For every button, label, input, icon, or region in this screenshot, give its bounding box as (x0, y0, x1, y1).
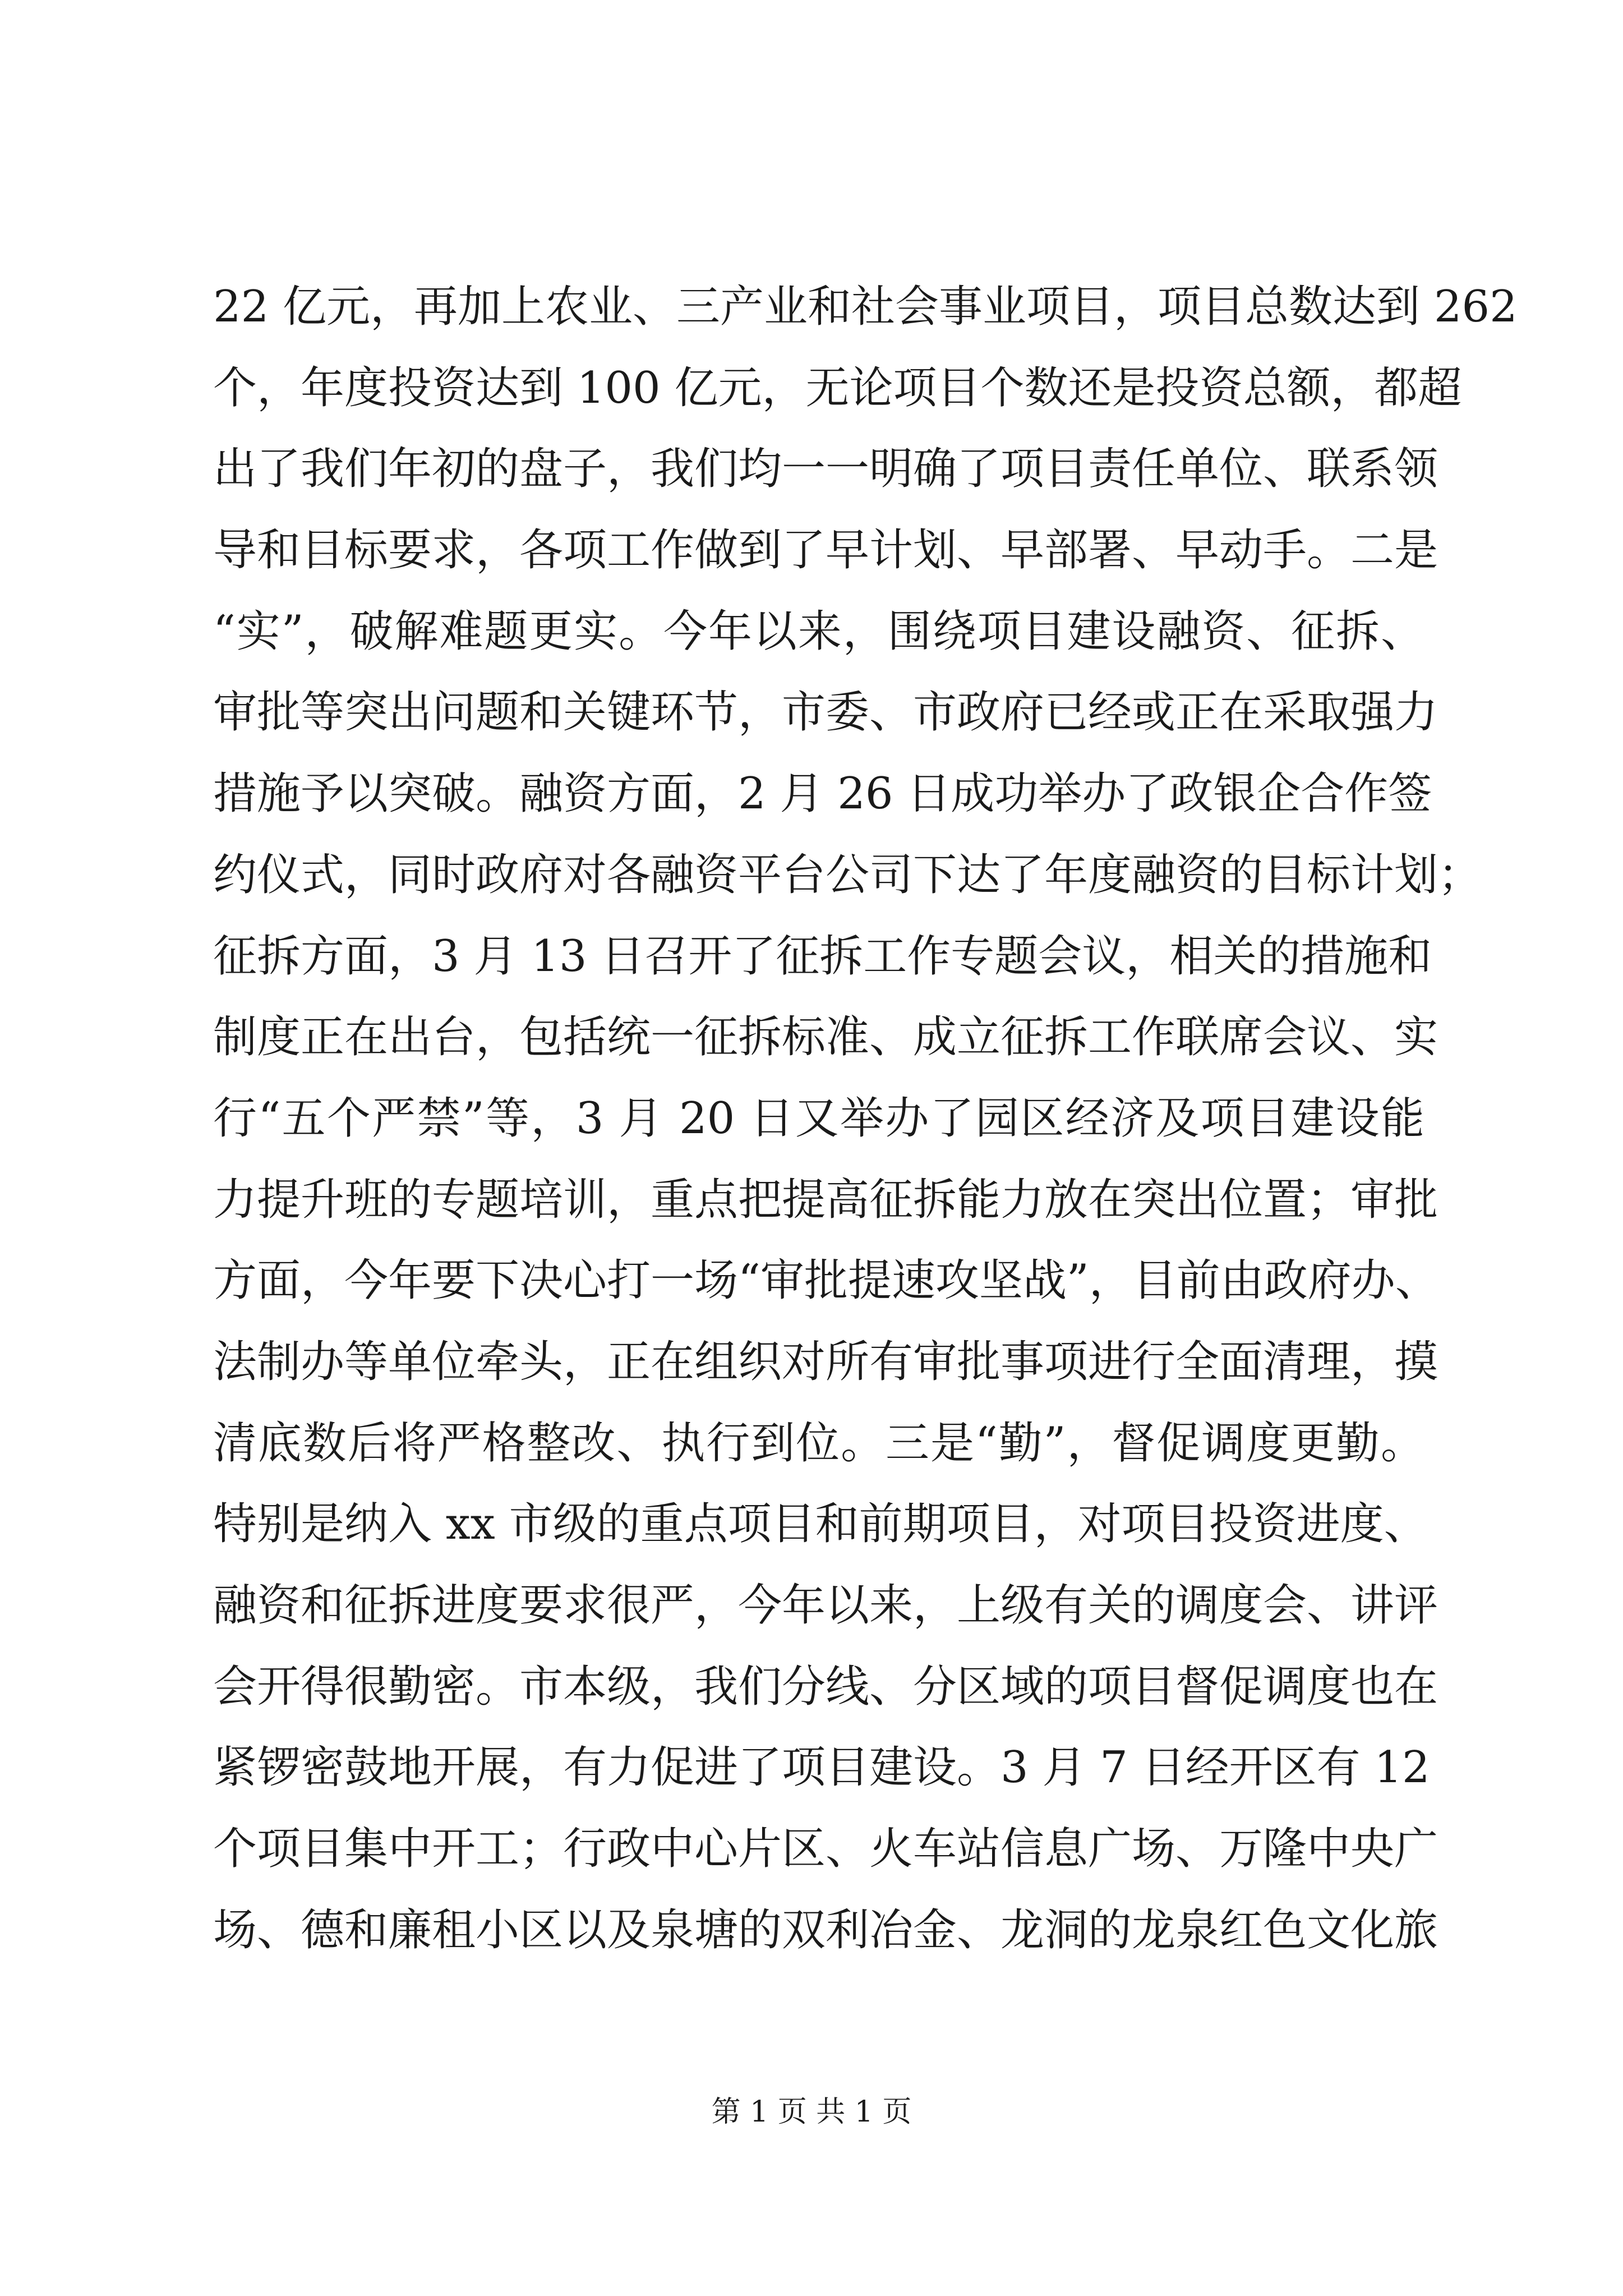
text-line: 措施予以突破。融资方面，2 月 26 日成功举办了政银企合作签 (213, 769, 1432, 820)
text-line: 会开得很勤密。市本级，我们分线、分区域的项目督促调度也在 (213, 1661, 1438, 1712)
text-line: 个，年度投资达到 100 亿元，无论项目个数还是投资总额，都超 (213, 362, 1462, 413)
text-line: 22 亿元，再加上农业、三产业和社会事业项目，项目总数达到 262 (213, 282, 1518, 332)
text-line: 法制办等单位牵头，正在组织对所有审批事项进行全面清理，摸 (213, 1336, 1438, 1387)
text-line: 出了我们年初的盘子，我们均一一明确了项目责任单位、联系领 (213, 444, 1438, 495)
text-line: 融资和征拆进度要求很严，今年以来，上级有关的调度会、讲评 (213, 1580, 1438, 1631)
text-line: 清底数后将严格整改、执行到位。三是“勤”，督促调度更勤。 (213, 1418, 1424, 1469)
text-line: 制度正在出台，包括统一征拆标准、成立征拆工作联席会议、实 (213, 1012, 1438, 1063)
text-line: 紧锣密鼓地开展，有力促进了项目建设。3 月 7 日经开区有 12 (213, 1742, 1430, 1793)
text-line: 行“五个严禁”等，3 月 20 日又举办了园区经济及项目建设能 (213, 1093, 1424, 1144)
text-line: 力提升班的专题培训，重点把提高征拆能力放在突出位置；审批 (213, 1174, 1438, 1225)
text-line: 特别是纳入 xx 市级的重点项目和前期项目，对项目投资进度、 (213, 1499, 1428, 1550)
text-line: 征拆方面，3 月 13 日召开了征拆工作专题会议，相关的措施和 (213, 931, 1432, 982)
text-line: 约仪式，同时政府对各融资平台公司下达了年度融资的目标计划； (213, 849, 1482, 900)
text-line: 个项目集中开工；行政中心片区、火车站信息广场、万隆中央广 (213, 1824, 1438, 1875)
page-footer (0, 2092, 1623, 2132)
text-line: 导和目标要求，各项工作做到了早计划、早部署、早动手。二是 (213, 525, 1438, 576)
text-line: 场、德和廉租小区以及泉塘的双利冶金、龙洞的龙泉红色文化旅 (213, 1904, 1438, 1955)
text-line: 方面，今年要下决心打一场“审批提速攻坚战”，目前由政府办、 (213, 1255, 1439, 1306)
body-paragraph (213, 266, 1518, 1971)
page-number-label: 第 1 页 共 1 页 (711, 2095, 912, 2129)
text-line: 审批等突出问题和关键环节，市委、市政府已经或正在采取强力 (213, 687, 1438, 738)
text-line: “实”，破解难题更实。今年以来，围绕项目建设融资、征拆、 (213, 606, 1424, 657)
